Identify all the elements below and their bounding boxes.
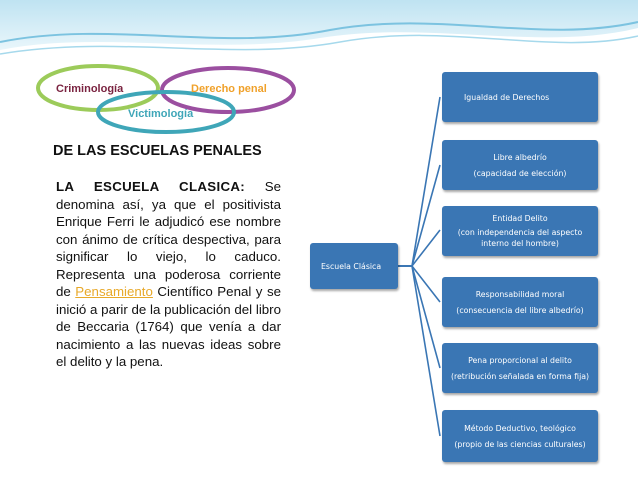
node-pena-proporcional (442, 343, 598, 393)
diagram-root-node (310, 243, 398, 289)
venn-label-victimologia: Victimología (128, 108, 194, 120)
root-label: Escuela Clásica (321, 261, 382, 271)
paragraph-lead: LA ESCUELA CLASICA: (56, 179, 245, 194)
node-igualdad-derechos (442, 72, 598, 122)
venn-diagram (28, 62, 308, 134)
node-3-title: Entidad Delito (492, 214, 548, 223)
node-metodo-deductivo (442, 410, 598, 462)
node-3-subtitle: (con independencia del aspecto interno del hombre) (457, 228, 583, 248)
description-paragraph (56, 178, 281, 371)
paragraph-text-1: Se denomina así, ya que el positivista Enrique Ferri le adjudicó ese nombre con ánimo de crítica despectiva, para significar lo viejo, lo caduco. Representa una poderosa corriente de (56, 179, 281, 299)
node-5-subtitle: (retribución señalada en forma fija) (450, 371, 590, 381)
pensamiento-link[interactable]: Pensamiento (75, 284, 153, 299)
header-waves (0, 0, 638, 70)
node-libre-albedrio (442, 140, 598, 190)
node-4-title: Responsabilidad moral (475, 289, 565, 299)
node-6-subtitle: (propio de las ciencias culturales) (454, 439, 586, 449)
node-2-subtitle: (capacidad de elección) (473, 168, 567, 178)
node-2-title: Libre albedrío (493, 152, 547, 162)
venn-label-derecho-penal: Derecho penal (191, 83, 267, 95)
node-5-title: Pena proporcional al delito (468, 355, 572, 365)
node-responsabilidad-moral (442, 277, 598, 327)
paragraph-text-2: Científico Penal y se inició a parir de la publicación del libro de Beccaria (1764) que venía a dar nacimiento a las nuevas ideas sobre el delito y la pena. (56, 284, 281, 369)
node-1-title: Igualdad de Derechos (464, 92, 550, 102)
node-6-title: Método Deductivo, teológico (464, 423, 576, 433)
node-4-subtitle: (consecuencia del libre albedrío) (456, 305, 584, 315)
venn-label-criminologia: Criminología (56, 83, 124, 95)
node-entidad-delito (442, 206, 598, 256)
section-heading: DE LAS ESCUELAS PENALES (53, 143, 262, 159)
